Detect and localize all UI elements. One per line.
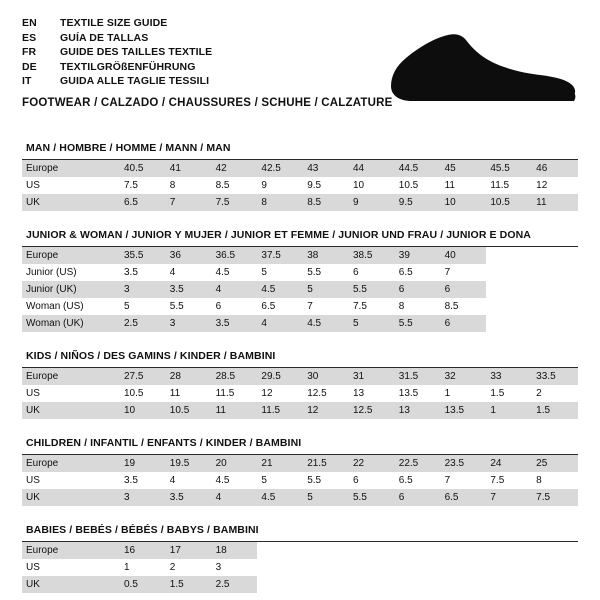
size-value: 3.5 xyxy=(166,281,212,298)
size-value: 7 xyxy=(486,489,532,506)
language-row xyxy=(22,74,212,89)
size-value: 22 xyxy=(349,455,395,472)
size-value: 6 xyxy=(395,489,441,506)
size-value: 35.5 xyxy=(120,247,166,264)
size-value: 7.5 xyxy=(486,472,532,489)
size-value: 8 xyxy=(166,177,212,194)
size-value: 4 xyxy=(166,264,212,281)
size-value: 36 xyxy=(166,247,212,264)
size-value: 6 xyxy=(395,281,441,298)
size-value: 21 xyxy=(257,455,303,472)
size-value: 1.5 xyxy=(166,576,212,593)
size-value: 10.5 xyxy=(486,194,532,211)
table-row xyxy=(22,576,578,593)
size-value: 29.5 xyxy=(257,368,303,385)
size-value: 23.5 xyxy=(441,455,487,472)
row-label: UK xyxy=(22,489,120,506)
empty-cell xyxy=(303,559,349,576)
size-value: 8 xyxy=(395,298,441,315)
size-value: 13 xyxy=(349,385,395,402)
size-value: 3 xyxy=(166,315,212,332)
size-value: 3.5 xyxy=(166,489,212,506)
empty-cell xyxy=(257,559,303,576)
row-label: US xyxy=(22,177,120,194)
size-value: 7 xyxy=(441,472,487,489)
row-label: Woman (UK) xyxy=(22,315,120,332)
empty-cell xyxy=(486,559,532,576)
size-section-title: BABIES / BEBÉS / BÉBÉS / BABYS / BAMBINI xyxy=(22,524,578,542)
size-section-title: JUNIOR & WOMAN / JUNIOR Y MUJER / JUNIOR ET FEMME / JUNIOR UND FRAU / JUNIOR E DONA xyxy=(22,229,578,247)
size-value: 22.5 xyxy=(395,455,441,472)
size-value: 16 xyxy=(120,542,166,559)
table-row xyxy=(22,542,578,559)
table-row xyxy=(22,160,578,177)
size-value: 9.5 xyxy=(303,177,349,194)
size-value: 12 xyxy=(532,177,578,194)
row-label: Woman (US) xyxy=(22,298,120,315)
size-value: 3.5 xyxy=(120,264,166,281)
language-code: EN xyxy=(22,17,37,29)
size-value: 10.5 xyxy=(166,402,212,419)
size-value: 11 xyxy=(212,402,258,419)
empty-cell xyxy=(486,576,532,593)
language-title: GUÍA DE TALLAS xyxy=(60,31,149,44)
table-row xyxy=(22,489,578,506)
size-value: 4.5 xyxy=(257,281,303,298)
size-value: 28 xyxy=(166,368,212,385)
table-row xyxy=(22,402,578,419)
empty-cell xyxy=(441,542,487,559)
size-value: 17 xyxy=(166,542,212,559)
size-section xyxy=(22,350,578,419)
table-row xyxy=(22,385,578,402)
size-value: 31 xyxy=(349,368,395,385)
size-value: 4 xyxy=(257,315,303,332)
size-value: 39 xyxy=(395,247,441,264)
size-value: 11 xyxy=(441,177,487,194)
size-value: 5.5 xyxy=(349,281,395,298)
empty-cell xyxy=(486,247,532,264)
language-title: GUIDA ALLE TAGLIE TESSILI xyxy=(60,75,210,87)
size-value: 2.5 xyxy=(212,576,258,593)
size-table xyxy=(22,542,578,593)
empty-cell xyxy=(532,576,578,593)
size-value: 1.5 xyxy=(532,402,578,419)
size-value: 43 xyxy=(303,160,349,177)
size-value: 4.5 xyxy=(303,315,349,332)
language-code: IT xyxy=(22,75,32,87)
size-value: 20 xyxy=(212,455,258,472)
size-value: 6 xyxy=(441,281,487,298)
size-value: 5 xyxy=(257,264,303,281)
language-row xyxy=(22,60,212,75)
size-value: 6 xyxy=(349,472,395,489)
language-row xyxy=(22,31,212,46)
empty-cell xyxy=(532,559,578,576)
size-value: 7.5 xyxy=(349,298,395,315)
size-value: 38.5 xyxy=(349,247,395,264)
language-code: FR xyxy=(22,46,37,58)
size-section xyxy=(22,437,578,506)
empty-cell xyxy=(532,315,578,332)
row-label: UK xyxy=(22,402,120,419)
size-value: 8 xyxy=(532,472,578,489)
size-value: 3 xyxy=(120,281,166,298)
size-value: 19 xyxy=(120,455,166,472)
size-value: 11 xyxy=(532,194,578,211)
size-value: 4 xyxy=(212,489,258,506)
size-value: 7 xyxy=(303,298,349,315)
size-value: 3.5 xyxy=(120,472,166,489)
size-table xyxy=(22,247,578,332)
table-row xyxy=(22,315,578,332)
size-value: 6.5 xyxy=(257,298,303,315)
size-value: 4 xyxy=(166,472,212,489)
size-value: 10 xyxy=(441,194,487,211)
size-value: 6.5 xyxy=(395,472,441,489)
empty-cell xyxy=(486,264,532,281)
row-label: UK xyxy=(22,194,120,211)
row-label: Europe xyxy=(22,455,120,472)
size-value: 42 xyxy=(212,160,258,177)
language-row xyxy=(22,45,212,60)
size-value: 38 xyxy=(303,247,349,264)
size-value: 4.5 xyxy=(212,264,258,281)
document-header xyxy=(22,16,578,124)
size-value: 8 xyxy=(257,194,303,211)
size-value: 13 xyxy=(395,402,441,419)
size-value: 13.5 xyxy=(441,402,487,419)
size-value: 3.5 xyxy=(212,315,258,332)
size-value: 1 xyxy=(120,559,166,576)
table-row xyxy=(22,559,578,576)
size-value: 9.5 xyxy=(395,194,441,211)
size-value: 11 xyxy=(166,385,212,402)
size-value: 37.5 xyxy=(257,247,303,264)
size-section-title: KIDS / NIÑOS / DES GAMINS / KINDER / BAMBINI xyxy=(22,350,578,368)
size-value: 0.5 xyxy=(120,576,166,593)
row-label: Junior (UK) xyxy=(22,281,120,298)
size-value: 44.5 xyxy=(395,160,441,177)
row-label: US xyxy=(22,385,120,402)
size-value: 6 xyxy=(349,264,395,281)
size-value: 45.5 xyxy=(486,160,532,177)
size-value: 8.5 xyxy=(441,298,487,315)
language-row xyxy=(22,16,212,31)
size-section-title: CHILDREN / INFANTIL / ENFANTS / KINDER / BAMBINI xyxy=(22,437,578,455)
size-value: 21.5 xyxy=(303,455,349,472)
empty-cell xyxy=(532,264,578,281)
size-value: 12.5 xyxy=(303,385,349,402)
size-value: 4.5 xyxy=(212,472,258,489)
size-value: 7.5 xyxy=(212,194,258,211)
size-value: 27.5 xyxy=(120,368,166,385)
empty-cell xyxy=(532,542,578,559)
table-row xyxy=(22,368,578,385)
row-label: Europe xyxy=(22,542,120,559)
size-section-title: MAN / HOMBRE / HOMME / MANN / MAN xyxy=(22,142,578,160)
empty-cell xyxy=(349,576,395,593)
size-value: 2 xyxy=(166,559,212,576)
size-value: 40.5 xyxy=(120,160,166,177)
empty-cell xyxy=(532,298,578,315)
table-row xyxy=(22,472,578,489)
size-value: 5 xyxy=(303,281,349,298)
empty-cell xyxy=(532,281,578,298)
size-value: 25 xyxy=(532,455,578,472)
size-value: 2 xyxy=(532,385,578,402)
category-line: FOOTWEAR / CALZADO / CHAUSSURES / SCHUHE / CALZATURE xyxy=(22,96,393,109)
empty-cell xyxy=(441,576,487,593)
table-row xyxy=(22,298,578,315)
size-value: 10.5 xyxy=(120,385,166,402)
empty-cell xyxy=(395,576,441,593)
empty-cell xyxy=(349,542,395,559)
size-value: 1.5 xyxy=(486,385,532,402)
size-tables-container xyxy=(22,142,578,593)
size-value: 31.5 xyxy=(395,368,441,385)
size-value: 6 xyxy=(441,315,487,332)
size-value: 11.5 xyxy=(486,177,532,194)
size-table xyxy=(22,455,578,506)
size-value: 40 xyxy=(441,247,487,264)
size-value: 32 xyxy=(441,368,487,385)
size-value: 1 xyxy=(486,402,532,419)
size-value: 6.5 xyxy=(441,489,487,506)
size-value: 11.5 xyxy=(212,385,258,402)
size-value: 10 xyxy=(120,402,166,419)
size-value: 7.5 xyxy=(120,177,166,194)
empty-cell xyxy=(303,576,349,593)
empty-cell xyxy=(486,542,532,559)
table-row xyxy=(22,281,578,298)
row-label: Europe xyxy=(22,160,120,177)
empty-cell xyxy=(303,542,349,559)
size-value: 9 xyxy=(349,194,395,211)
size-value: 5 xyxy=(303,489,349,506)
empty-cell xyxy=(486,298,532,315)
empty-cell xyxy=(349,559,395,576)
empty-cell xyxy=(532,247,578,264)
size-table xyxy=(22,160,578,211)
size-value: 5 xyxy=(349,315,395,332)
table-row xyxy=(22,247,578,264)
size-value: 3 xyxy=(212,559,258,576)
size-value: 30 xyxy=(303,368,349,385)
language-title: TEXTILGRÖßENFÜHRUNG xyxy=(60,60,196,73)
size-value: 6 xyxy=(212,298,258,315)
size-value: 5.5 xyxy=(303,264,349,281)
language-code: DE xyxy=(22,60,37,73)
size-value: 33.5 xyxy=(532,368,578,385)
size-value: 36.5 xyxy=(212,247,258,264)
table-row xyxy=(22,455,578,472)
size-value: 12.5 xyxy=(349,402,395,419)
size-value: 18 xyxy=(212,542,258,559)
empty-cell xyxy=(486,315,532,332)
size-value: 5.5 xyxy=(166,298,212,315)
size-section xyxy=(22,229,578,332)
size-value: 6.5 xyxy=(395,264,441,281)
size-value: 13.5 xyxy=(395,385,441,402)
size-value: 46 xyxy=(532,160,578,177)
row-label: US xyxy=(22,559,120,576)
size-value: 1 xyxy=(441,385,487,402)
size-value: 5.5 xyxy=(303,472,349,489)
row-label: Junior (US) xyxy=(22,264,120,281)
size-value: 24 xyxy=(486,455,532,472)
row-label: UK xyxy=(22,576,120,593)
empty-cell xyxy=(486,281,532,298)
empty-cell xyxy=(395,542,441,559)
empty-cell xyxy=(395,559,441,576)
size-value: 10.5 xyxy=(395,177,441,194)
size-value: 5.5 xyxy=(395,315,441,332)
size-value: 41 xyxy=(166,160,212,177)
size-value: 4.5 xyxy=(257,489,303,506)
size-value: 8.5 xyxy=(303,194,349,211)
size-value: 2.5 xyxy=(120,315,166,332)
size-value: 3 xyxy=(120,489,166,506)
size-value: 9 xyxy=(257,177,303,194)
size-section xyxy=(22,142,578,211)
size-value: 8.5 xyxy=(212,177,258,194)
size-table xyxy=(22,368,578,419)
table-row xyxy=(22,177,578,194)
size-value: 12 xyxy=(303,402,349,419)
size-value: 12 xyxy=(257,385,303,402)
language-title-list xyxy=(22,16,212,89)
empty-cell xyxy=(441,559,487,576)
language-code: ES xyxy=(22,31,37,44)
table-row xyxy=(22,264,578,281)
language-title: TEXTILE SIZE GUIDE xyxy=(60,17,168,29)
size-value: 11.5 xyxy=(257,402,303,419)
size-value: 7.5 xyxy=(532,489,578,506)
size-value: 10 xyxy=(349,177,395,194)
row-label: Europe xyxy=(22,368,120,385)
size-value: 7 xyxy=(166,194,212,211)
size-value: 19.5 xyxy=(166,455,212,472)
size-value: 45 xyxy=(441,160,487,177)
empty-cell xyxy=(257,576,303,593)
size-value: 42.5 xyxy=(257,160,303,177)
size-value: 33 xyxy=(486,368,532,385)
size-value: 6.5 xyxy=(120,194,166,211)
empty-cell xyxy=(257,542,303,559)
row-label: US xyxy=(22,472,120,489)
size-value: 5 xyxy=(120,298,166,315)
dress-shoe-icon xyxy=(388,30,578,108)
size-value: 4 xyxy=(212,281,258,298)
size-value: 44 xyxy=(349,160,395,177)
table-row xyxy=(22,194,578,211)
size-section xyxy=(22,524,578,593)
size-value: 5.5 xyxy=(349,489,395,506)
row-label: Europe xyxy=(22,247,120,264)
language-title: GUIDE DES TAILLES TEXTILE xyxy=(60,46,213,58)
size-value: 7 xyxy=(441,264,487,281)
size-value: 28.5 xyxy=(212,368,258,385)
size-value: 5 xyxy=(257,472,303,489)
